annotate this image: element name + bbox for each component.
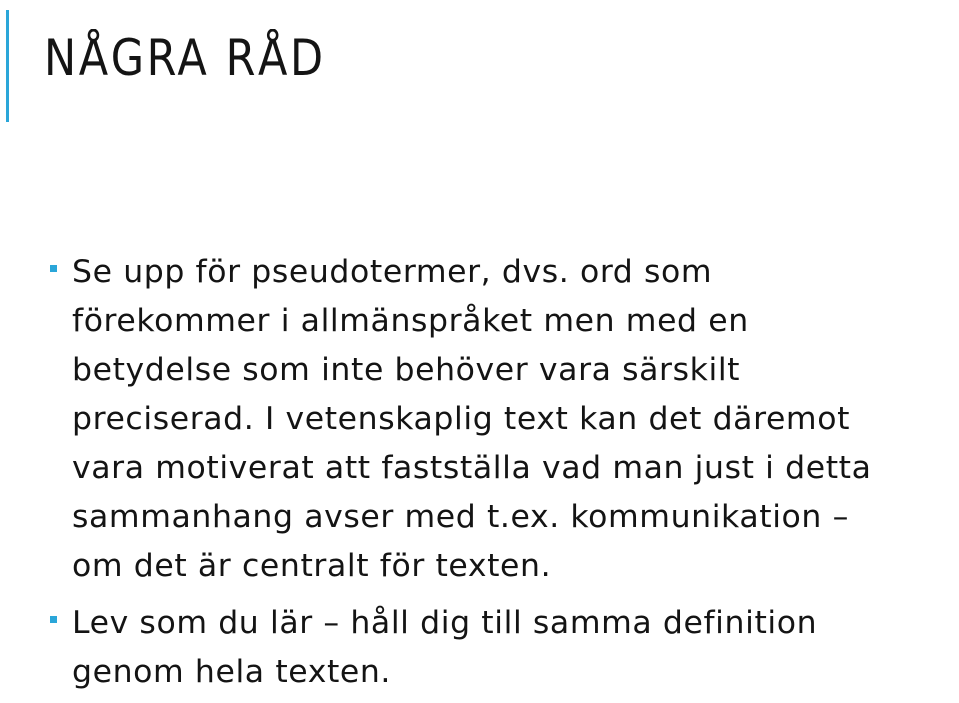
bullet-item-pseudotermer bbox=[40, 248, 955, 591]
square-bullet-icon bbox=[50, 265, 57, 272]
bullet-text-line: förekommer i allmänspråket men med en bbox=[72, 303, 749, 339]
title-accent-bar bbox=[6, 10, 9, 122]
bullet-text-line: preciserad. I vetenskaplig text kan det däremot bbox=[72, 401, 851, 437]
bullet-text-line: betydelse som inte behöver vara särskilt bbox=[72, 352, 741, 388]
slide-title: NÅGRA RÅD bbox=[44, 29, 326, 87]
bullet-text-line: sammanhang avser med t.ex. kommunikation – bbox=[72, 499, 849, 535]
bullet-list bbox=[40, 248, 955, 703]
square-bullet-icon bbox=[50, 616, 57, 623]
bullet-text-line: vara motiverat att fastställa vad man just i detta bbox=[72, 450, 872, 486]
bullet-text-line: om det är centralt för texten. bbox=[72, 548, 552, 584]
bullet-item-definition bbox=[40, 599, 955, 697]
bullet-text-line: Se upp för pseudotermer, dvs. ord som bbox=[72, 254, 713, 290]
bullet-text-line: Lev som du lär – håll dig till samma definition bbox=[72, 605, 818, 641]
bullet-text-line: genom hela texten. bbox=[72, 654, 392, 690]
